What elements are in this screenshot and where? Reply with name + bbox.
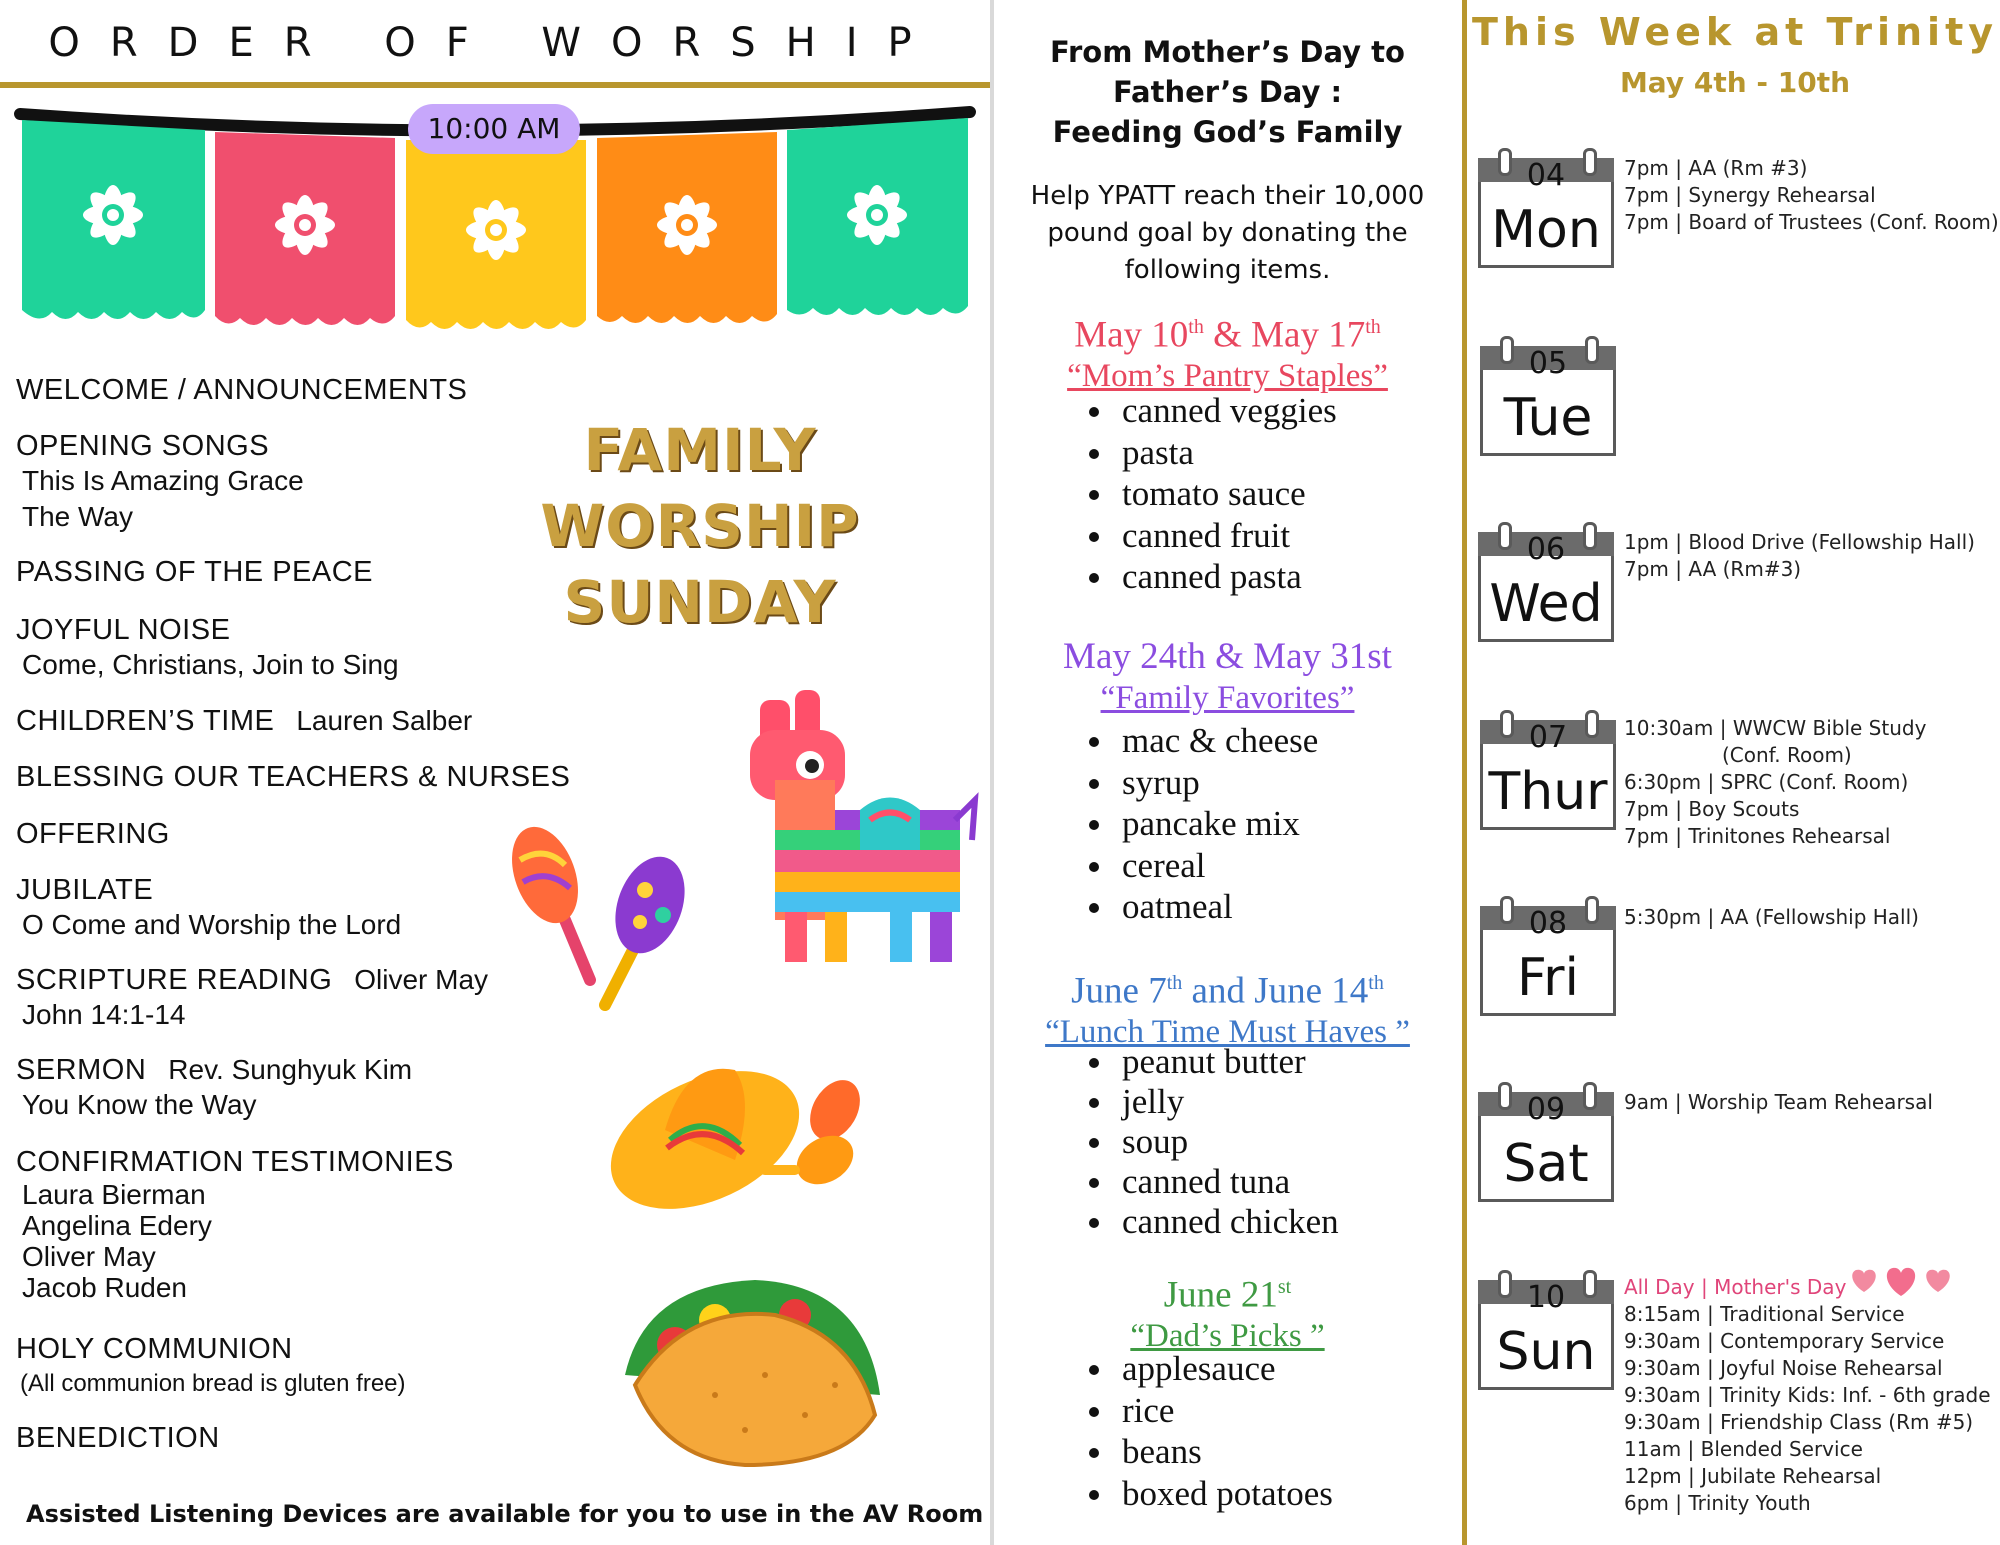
column-divider-right (1462, 0, 1467, 1545)
event-entry: 6pm | Trinity Youth (1624, 1491, 1811, 1515)
maracas-illustration (505, 820, 705, 1020)
calendar-date-number: 08 (1528, 906, 1568, 941)
donation-section-dads-picks (1000, 1266, 1455, 1356)
event-entry: 9:30am | Contemporary Service (1624, 1329, 1945, 1353)
event-entry: 7pm | Boy Scouts (1624, 797, 1800, 821)
service-leader: Oliver May (354, 964, 489, 995)
events-sat (1624, 1089, 1933, 1116)
service-heading: JUBILATE (16, 874, 154, 906)
feature-title-line-2: WORSHIP (540, 492, 860, 560)
donation-items-list (1080, 1042, 1339, 1242)
section-name: “Family Favorites” (1100, 680, 1355, 716)
food-drive-intro (1000, 178, 1455, 289)
donation-section-moms-pantry (1000, 306, 1455, 396)
order-of-worship-title: ORDER OF WORSHIP (48, 20, 942, 66)
events-sun (1624, 1274, 1991, 1517)
donation-item: • canned fruit (1116, 515, 1337, 557)
donation-item: • tomato sauce (1116, 473, 1337, 515)
calendar-weekday: Sun (1496, 1322, 1596, 1382)
llama-pinata-illustration (740, 680, 980, 990)
calendar-weekday: Sat (1503, 1134, 1589, 1194)
section-name: “Mom’s Pantry Staples” (1067, 358, 1388, 395)
calendar-date-number: 06 (1526, 532, 1566, 567)
service-item-opening-songs (16, 430, 304, 535)
service-heading: BLESSING OUR TEACHERS & NURSES (16, 761, 571, 793)
calendar-icon-thur (1480, 710, 1616, 830)
calendar-date-number: 05 (1528, 346, 1568, 381)
event-entry-mothers-day: All Day | Mother's Day (1624, 1275, 1847, 1299)
service-leader: Lauren Salber (296, 705, 473, 736)
service-item-welcome (16, 374, 467, 407)
calendar-weekday: Thur (1488, 762, 1608, 822)
events-wed (1624, 529, 1975, 583)
date-suffix: th (1166, 972, 1183, 994)
service-item-sermon (16, 1054, 412, 1123)
donation-item: • boxed potatoes (1116, 1473, 1333, 1515)
events-mon (1624, 155, 1999, 236)
calendar-date-number: 09 (1526, 1092, 1566, 1127)
events-thur (1624, 715, 1926, 850)
service-heading: SERMON (16, 1054, 147, 1086)
event-entry: 11am | Blended Service (1624, 1437, 1863, 1461)
title-underline (0, 82, 990, 88)
service-detail: You Know the Way (22, 1089, 257, 1120)
date-suffix: th (1365, 316, 1381, 338)
date-suffix: st (1277, 1276, 1292, 1298)
service-detail: (All communion bread is gluten free) (20, 1370, 406, 1397)
service-heading: BENEDICTION (16, 1422, 220, 1454)
event-entry: 12pm | Jubilate Rehearsal (1624, 1464, 1882, 1488)
section-date: May 24th & May 31st (1063, 636, 1392, 677)
event-entry: 8:15am | Traditional Service (1624, 1302, 1905, 1326)
listening-devices-note: Assisted Listening Devices are available for you to use in the AV Room (26, 1500, 984, 1528)
taco-illustration (605, 1265, 895, 1475)
donation-items-list (1080, 390, 1337, 598)
feature-title-line-3: SUNDAY (563, 568, 837, 636)
calendar-icon-sun (1478, 1270, 1614, 1390)
week-date-range: May 4th - 10th (1619, 66, 1851, 99)
service-detail: Come, Christians, Join to Sing (22, 649, 399, 680)
service-item-joyful-noise (16, 614, 399, 683)
service-detail: This Is Amazing Grace (22, 465, 304, 496)
event-entry: 9am | Worship Team Rehearsal (1624, 1090, 1933, 1114)
calendar-icon-mon (1478, 148, 1614, 268)
service-item-offering (16, 818, 170, 851)
service-detail: Jacob Ruden (22, 1272, 188, 1303)
event-entry: 7pm | Board of Trustees (Conf. Room) (1624, 210, 1999, 234)
donation-item: • canned chicken (1116, 1202, 1339, 1242)
service-heading: CHILDREN’S TIME (16, 705, 275, 737)
service-item-jubilate (16, 874, 401, 943)
donation-item: • mac & cheese (1116, 720, 1318, 762)
date-suffix: th (1188, 316, 1204, 338)
section-name: “Lunch Time Must Haves ” (1045, 1014, 1410, 1051)
calendar-icon-tue (1480, 336, 1616, 456)
donation-item: • pancake mix (1116, 803, 1318, 845)
event-entry: 7pm | AA (Rm#3) (1624, 557, 1802, 581)
food-drive-title-line: From Mother’s Day to (1050, 35, 1405, 69)
event-entry: 7pm | Trinitones Rehearsal (1624, 824, 1891, 848)
intro-line: pound goal by donating the (1047, 218, 1408, 248)
donation-item: • canned veggies (1116, 390, 1337, 432)
service-time-badge: 10:00 AM (408, 104, 580, 154)
hearts-icon (1846, 1262, 1956, 1302)
event-entry: 6:30pm | SPRC (Conf. Room) (1624, 770, 1909, 794)
calendar-weekday: Tue (1503, 388, 1593, 448)
calendar-icon-fri (1480, 896, 1616, 1016)
event-entry: 9:30am | Joyful Noise Rehearsal (1624, 1356, 1943, 1380)
service-item-benediction (16, 1422, 220, 1455)
column-divider-left (990, 0, 994, 1545)
section-date: June 7 (1071, 970, 1167, 1012)
service-item-childrens-time (16, 705, 472, 738)
event-entry: 10:30am | WWCW Bible Study (1624, 716, 1927, 740)
donation-items-list (1080, 1348, 1333, 1514)
event-entry: 9:30am | Friendship Class (Rm #5) (1624, 1410, 1974, 1434)
donation-item: • peanut butter (1116, 1042, 1339, 1082)
donation-section-lunch-time (1000, 962, 1455, 1052)
calendar-icon-sat (1478, 1082, 1614, 1202)
sombrero-illustration (595, 1020, 885, 1220)
donation-item: • jelly (1116, 1082, 1339, 1122)
donation-item: • pasta (1116, 432, 1337, 474)
service-heading: SCRIPTURE READING (16, 964, 333, 996)
section-date: and June 14 (1182, 970, 1369, 1012)
service-detail: O Come and Worship the Lord (22, 909, 402, 940)
event-entry: (Conf. Room) (1722, 743, 1852, 767)
food-drive-title-line: Feeding God’s Family (1052, 115, 1403, 149)
section-date: May 10 (1074, 314, 1189, 356)
event-entry: 1pm | Blood Drive (Fellowship Hall) (1624, 530, 1975, 554)
calendar-weekday: Wed (1489, 574, 1603, 634)
donation-items-list (1080, 720, 1318, 928)
calendar-weekday: Fri (1517, 948, 1579, 1008)
service-heading: OFFERING (16, 818, 170, 850)
food-drive-title (1000, 32, 1455, 152)
calendar-date-number: 07 (1528, 720, 1568, 755)
donation-item: • rice (1116, 1390, 1333, 1432)
events-fri (1624, 904, 1919, 931)
donation-item: • canned pasta (1116, 556, 1337, 598)
donation-item: • oatmeal (1116, 886, 1318, 928)
section-name: “Dad’s Picks ” (1130, 1318, 1325, 1355)
date-suffix: th (1368, 972, 1384, 994)
donation-item: • cereal (1116, 845, 1318, 887)
calendar-date-number: 10 (1526, 1280, 1566, 1315)
event-entry: 5:30pm | AA (Fellowship Hall) (1624, 905, 1919, 929)
service-item-blessing (16, 761, 570, 794)
donation-item: • canned tuna (1116, 1162, 1339, 1202)
service-item-communion (16, 1333, 406, 1402)
service-item-peace (16, 556, 373, 589)
donation-item: • soup (1116, 1122, 1339, 1162)
service-heading: PASSING OF THE PEACE (16, 556, 374, 588)
donation-item: • syrup (1116, 762, 1318, 804)
food-drive-title-line: Father’s Day : (1112, 75, 1343, 109)
event-entry: 9:30am | Trinity Kids: Inf. - 6th grade (1624, 1383, 1991, 1407)
intro-line: Help YPATT reach their 10,000 (1030, 181, 1425, 211)
service-item-scripture (16, 964, 488, 1033)
service-detail: Oliver May (22, 1241, 156, 1272)
feature-title-line-1: FAMILY (583, 416, 817, 484)
donation-item: • applesauce (1116, 1348, 1333, 1390)
intro-line: following items. (1124, 255, 1331, 285)
section-date: & May 17 (1203, 314, 1366, 356)
service-detail: Laura Bierman (22, 1179, 206, 1210)
service-detail: The Way (22, 501, 133, 532)
event-entry: 7pm | Synergy Rehearsal (1624, 183, 1876, 207)
calendar-weekday: Mon (1491, 200, 1601, 260)
family-worship-sunday-heading (520, 412, 880, 640)
week-schedule-title: This Week at Trinity (1471, 10, 1998, 54)
service-heading: OPENING SONGS (16, 430, 270, 462)
service-heading: WELCOME / ANNOUNCEMENTS (16, 374, 468, 406)
calendar-icon-wed (1478, 522, 1614, 642)
service-item-confirmation (16, 1146, 454, 1303)
service-heading: CONFIRMATION TESTIMONIES (16, 1146, 454, 1178)
service-leader: Rev. Sunghyuk Kim (168, 1054, 413, 1085)
service-detail: Angelina Edery (22, 1210, 212, 1241)
service-heading: JOYFUL NOISE (16, 614, 231, 646)
calendar-date-number: 04 (1526, 158, 1566, 193)
section-date: June 21 (1163, 1274, 1278, 1316)
service-detail: John 14:1-14 (22, 999, 186, 1030)
event-entry: 7pm | AA (Rm #3) (1624, 156, 1808, 180)
service-heading: HOLY COMMUNION (16, 1333, 293, 1365)
donation-item: • beans (1116, 1431, 1333, 1473)
donation-section-family-favorites (1000, 636, 1455, 718)
